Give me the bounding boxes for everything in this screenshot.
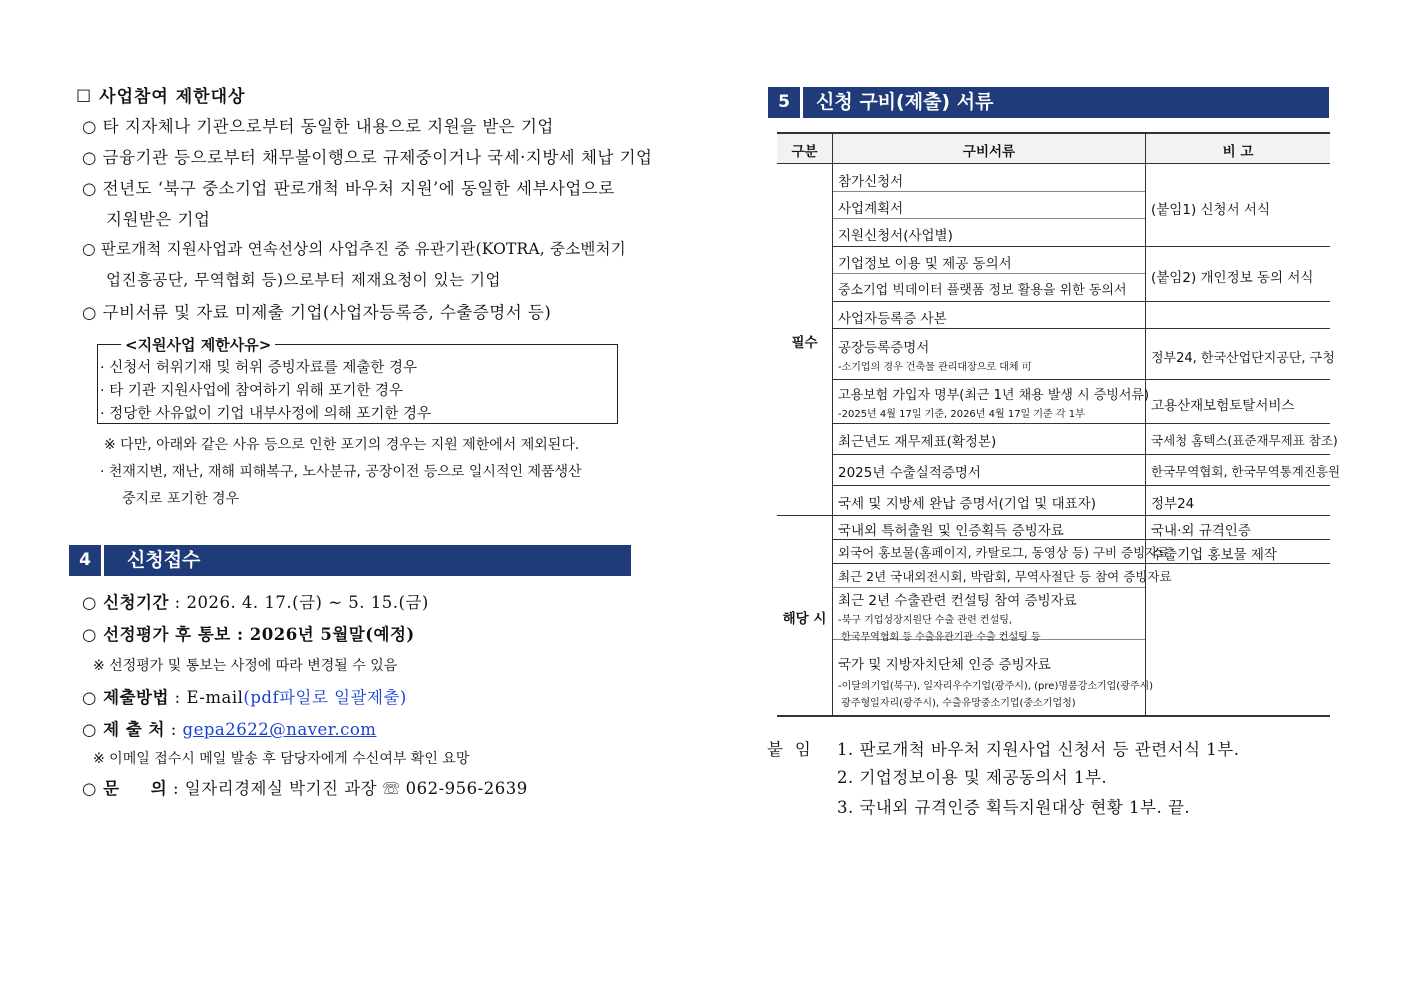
restrict-item: ○ 판로개척 지원사업과 연속선상의 사업추진 중 유관기관(KOTRA, 중소벤처기	[82, 240, 626, 258]
doc-row-title: 고용보험 가입자 명부(최근 1년 채용 발생 시 증빙서류)	[838, 388, 1150, 403]
table-rule	[833, 563, 1330, 564]
doc-row: 국세 및 지방세 완납 증명서(기업 및 대표자)	[838, 496, 1096, 512]
doc-row: 중소기업 빅데이터 플랫폼 정보 활용을 위한 동의서	[838, 283, 1127, 298]
doc-row	[838, 336, 1032, 373]
table-rule	[833, 379, 1330, 380]
method-line	[82, 684, 407, 708]
doc-row	[838, 384, 1149, 420]
period-label: ○ 신청기간	[82, 593, 169, 612]
table-rule	[833, 587, 1145, 588]
doc-row: 사업자등록증 사본	[838, 311, 947, 327]
exception-item-cont: 중지로 포기한 경우	[122, 491, 240, 507]
table-header-remarks: 비 고	[1222, 144, 1254, 160]
doc-row-subnote: 한국무역협회 등 수출유관기관 수출 컨설팅 등	[838, 632, 1041, 643]
restrict-item: ○ 전년도 ‘북구 중소기업 판로개척 바우처 지원’에 동일한 세부사업으로	[82, 179, 615, 198]
doc-row-subnote: -이달의기업(북구), 일자리우수기업(광주시), (pre)명품강소기업(광주시)	[838, 681, 1154, 692]
submit-label: ○ 제 출 처	[82, 720, 165, 739]
attachments-label: 붙 임	[767, 740, 812, 759]
attachment-item: 3. 국내외 규격인증 획득지원대상 현황 1부. 끝.	[837, 798, 1191, 817]
table-rule	[833, 423, 1330, 424]
remark-cell: 고용산재보험토탈서비스	[1151, 398, 1295, 414]
contact-line	[82, 775, 528, 799]
table-rule	[833, 539, 1330, 540]
remark-cell: 국세청 홈텍스(표준재무제표 참조)	[1151, 433, 1338, 448]
doc-row: 기업정보 이용 및 제공 동의서	[838, 256, 1012, 272]
exception-note: ※ 다만, 아래와 같은 사유 등으로 인한 포기의 경우는 지원 제한에서 제외된다.	[104, 437, 580, 453]
remark-cell: (붙임2) 개인정보 동의 서식	[1151, 270, 1314, 286]
restrict-item: ○ 구비서류 및 자료 미제출 기업(사업자등록증, 수출증명서 등)	[82, 303, 552, 322]
method-value-note: (pdf파일로 일괄제출)	[243, 688, 407, 707]
table-header-category: 구분	[791, 144, 818, 160]
contact-value: : 일자리경제실 박기진 과장 ☏ 062-956-2639	[167, 779, 528, 798]
section-4-header	[69, 545, 631, 576]
table-rule	[1145, 133, 1146, 716]
table-rule	[833, 246, 1330, 247]
remark-cell: 국내·외 규격인증	[1151, 523, 1251, 539]
section-4-number: 4	[69, 545, 104, 576]
doc-row-title: 최근 2년 수출관련 컨설팅 참여 증빙자료	[838, 593, 1077, 609]
section-5-header	[768, 87, 1329, 118]
remark-cell: 정부24, 한국산업단지공단, 구청	[1151, 351, 1335, 366]
table-rule	[777, 132, 1330, 134]
table-rule	[832, 133, 833, 716]
doc-row: 최근 2년 국내외전시회, 박람회, 무역사절단 등 참여 증빙자료	[838, 569, 1172, 584]
table-rule	[833, 191, 1145, 192]
restrict-heading: ☐ 사업참여 제한대상	[76, 87, 246, 107]
limit-reason-item: · 타 기관 지원사업에 참여하기 위해 포기한 경우	[100, 383, 404, 399]
exception-item: · 천재지변, 재난, 재해 피해복구, 노사분규, 공장이전 등으로 일시적인 제품생산	[100, 464, 582, 480]
contact-label: ○ 문 의	[82, 779, 168, 798]
doc-row: 외국어 홍보물(홈페이지, 카탈로그, 동영상 등) 구비 증빙자료	[838, 545, 1170, 560]
doc-row-subnote: -북구 기업성장지원단 수출 관련 컨설팅,	[838, 615, 1013, 626]
doc-row-subnote: -2025년 4월 17일 기준, 2026년 4월 17일 기준 각 1부	[838, 409, 1085, 420]
notice-note: ※ 선정평가 및 통보는 사정에 따라 변경될 수 있음	[93, 658, 398, 674]
restrict-item-cont: 지원받은 기업	[106, 210, 211, 229]
limit-reason-item: · 정당한 사유없이 기업 내부사정에 의해 포기한 경우	[100, 406, 432, 422]
attachment-item: 2. 기업정보이용 및 제공동의서 1부.	[837, 768, 1108, 787]
doc-row: 참가신청서	[838, 174, 904, 190]
group-required: 필수	[791, 335, 818, 351]
restrict-item-cont: 업진흥공단, 무역협회 등)으로부터 제재요청이 있는 기업	[106, 271, 501, 289]
table-rule	[777, 715, 1330, 717]
attachment-item: 1. 판로개척 바우처 지원사업 신청서 등 관련서식 1부.	[837, 740, 1240, 759]
section-5-title: 신청 구비(제출) 서류	[816, 91, 994, 113]
table-rule	[833, 485, 1330, 486]
restrict-item: ○ 금융기관 등으로부터 채무불이행으로 규제중이거나 국세·지방세 체납 기업	[82, 148, 653, 167]
method-label: ○ 제출방법	[82, 688, 169, 707]
doc-row	[838, 589, 1077, 643]
remark-cell: 수출기업 홍보물 제작	[1151, 547, 1277, 563]
table-header-documents: 구비서류	[962, 144, 1016, 160]
doc-row: 지원신청서(사업별)	[838, 228, 953, 244]
doc-row-subnote: 광주형일자리(광주시), 수출유망중소기업(중소기업청)	[838, 698, 1076, 709]
period-line	[82, 589, 429, 613]
table-rule	[833, 328, 1330, 329]
section-4-title: 신청접수	[127, 549, 201, 571]
doc-row-subnote: -소기업의 경우 건축물 관리대장으로 대체 可	[838, 362, 1032, 373]
doc-row: 최근년도 재무제표(확정본)	[838, 434, 997, 450]
email-note: ※ 이메일 접수시 메일 발송 후 담당자에게 수신여부 확인 요망	[93, 751, 470, 767]
remark-cell: 정부24	[1151, 496, 1195, 512]
doc-row-title: 공장등록증명서	[838, 340, 930, 356]
method-value: : E-mail	[168, 688, 244, 707]
section-5-number: 5	[768, 87, 803, 118]
doc-row: 사업계획서	[838, 201, 904, 217]
table-rule	[777, 515, 1330, 516]
doc-row-title: 국가 및 지방자치단체 인증 증빙자료	[838, 657, 1051, 673]
limit-reason-title: <지원사업 제한사유>	[121, 334, 275, 355]
table-rule	[777, 163, 1330, 164]
submit-line	[82, 716, 376, 740]
submit-email-link[interactable]: gepa2622@naver.com	[182, 720, 377, 739]
table-rule	[833, 273, 1145, 274]
doc-row: 국내외 특허출원 및 인증획득 증빙자료	[838, 523, 1064, 539]
notice-line: ○ 선정평가 후 통보 : 2026년 5월말(예정)	[82, 625, 415, 644]
submit-sep: :	[164, 720, 183, 739]
table-rule	[833, 218, 1145, 219]
restrict-item: ○ 타 지자체나 기관으로부터 동일한 내용으로 지원을 받은 기업	[82, 117, 554, 136]
doc-row: 2025년 수출실적증명서	[838, 465, 981, 481]
remark-cell: 한국무역협회, 한국무역통계진흥원	[1151, 464, 1341, 479]
doc-row	[838, 653, 1153, 709]
table-rule	[833, 301, 1330, 302]
limit-reason-item: · 신청서 허위기재 및 허위 증빙자료를 제출한 경우	[100, 360, 418, 376]
group-conditional: 해당 시	[782, 611, 827, 627]
period-value: : 2026. 4. 17.(금) ~ 5. 15.(금)	[168, 593, 429, 612]
remark-cell: (붙임1) 신청서 서식	[1151, 202, 1270, 218]
table-rule	[833, 454, 1330, 455]
